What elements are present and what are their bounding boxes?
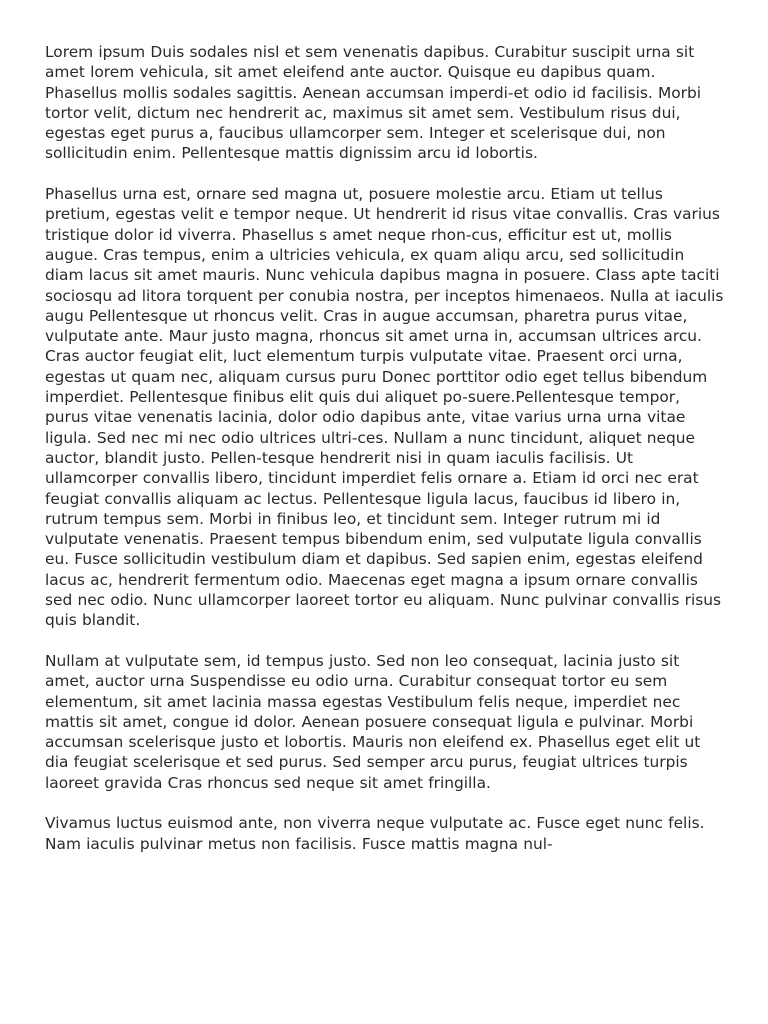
document-page <box>45 42 725 874</box>
paragraph-4: Vivamus luctus euismod ante, non viverra neque vulputate ac. Fusce eget nunc felis. Nam iaculis pulvinar metus non facilisis. Fusce mattis magna nul- <box>45 814 705 853</box>
paragraph-1: Lorem ipsum Duis sodales nisl et sem venenatis dapibus. Curabitur suscipit urna sit amet lorem vehicula, sit amet eleifend ante auctor. Quisque eu dapibus quam. Phasellus mollis sodales sagittis. Aenean accumsan imperdi-et odio id facilisis. Morbi tortor velit, dictum nec hendrerit ac, maximus sit amet sem. Vestibulum risus dui, egestas eget purus a, faucibus ullamcorper sem. Integer et scelerisque dui, non sollicitudin enim. Pellentesque mattis dignissim arcu id lobortis. <box>45 43 702 163</box>
paragraph-2: Phasellus urna est, ornare sed magna ut, posuere molestie arcu. Etiam ut tellus pretium, egestas velit e tempor neque. Ut hendrerit id risus vitae convallis. Cras varius tristique dolor id viverra. Phasellus s amet neque rhon-cus, efficitur est ut, mollis augue. Cras tempus, enim a ultricies vehicula, ex quam aliqu arcu, sed sollicitudin diam lacus sit amet mauris. Nunc vehicula dapibus magna in posuere. Class apte taciti sociosqu ad litora torquent per conubia nostra, per inceptos himenaeos. Nulla at iaculis augu Pellentesque ut rhoncus velit. Cras in augue accumsan, pharetra purus vitae, vulputate ante. Maur justo magna, rhoncus sit amet urna in, accumsan ultrices arcu. Cras auctor feugiat elit, luct elementum turpis vulputate vitae. Praesent orci urna, egestas ut quam nec, aliquam cursus puru Donec porttitor odio eget tellus bibendum imperdiet. Pellentesque finibus elit quis dui aliquet po-suere.Pellentesque tempor, purus vitae venenatis lacinia, dolor odio dapibus ante, vitae varius urna urna vitae ligula. Sed nec mi nec odio ultrices ultri-ces. Nullam a nunc tincidunt, aliquet neque auctor, blandit justo. Pellen-tesque hendrerit nisi in quam iaculis facilisis. Ut ullamcorper convallis libero, tincidunt imperdiet felis ornare a. Etiam id orci nec erat feugiat convallis aliquam ac lectus. Pellentesque ligula lacus, faucibus id libero in, rutrum tempus sem. Morbi in finibus leo, et tincidunt sem. Integer rutrum mi id vulputate venenatis. Praesent tempus bibendum enim, sed vulputate ligula convallis eu. Fusce sollicitudin vestibulum diam et dapibus. Sed sapien enim, egestas eleifend lacus ac, hendrerit fermentum odio. Maecenas eget magna a ipsum ornare convallis sed nec odio. Nunc ullamcorper laoreet tortor eu aliquam. Nunc pulvinar convallis risus quis blandit. <box>45 185 724 630</box>
paragraph-3: Nullam at vulputate sem, id tempus justo. Sed non leo consequat, lacinia justo sit amet, auctor urna Suspendisse eu odio urna. Curabitur consequat tortor eu sem elementum, sit amet lacinia massa egestas Vestibulum felis neque, imperdiet nec mattis sit amet, congue id dolor. Aenean posuere consequat ligula e pulvinar. Morbi accumsan scelerisque justo et lobortis. Mauris non eleifend ex. Phasellus eget elit ut dia feugiat scelerisque et sed purus. Sed semper arcu purus, feugiat ultrices turpis laoreet gravida Cras rhoncus sed neque sit amet fringilla. <box>45 651 701 792</box>
